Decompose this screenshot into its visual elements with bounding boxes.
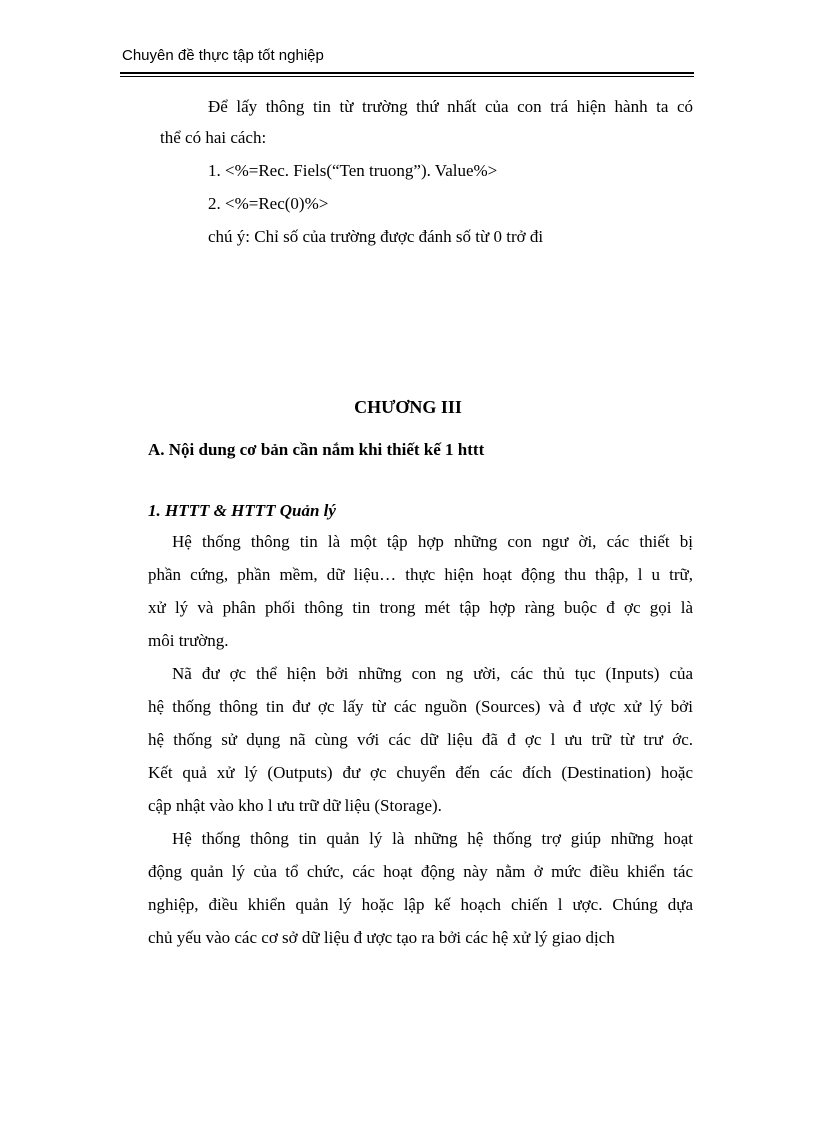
list-item-1: 1. <%=Rec. Fiels(“Ten truong”). Value%> (208, 161, 498, 180)
section-a-heading: A. Nội dung cơ bản cần nắm khi thiết kế 1 httt (148, 440, 485, 459)
paragraph-1-line-2: phần cứng, phần mềm, dữ liệu… thực hiện hoạt động thu thập, l u trữ, (148, 565, 693, 584)
paragraph-2-line-1: Nã đư ợc thể hiện bởi những con ng ười, các thủ tục (Inputs) của (172, 664, 693, 683)
paragraph-2-line-2: hệ thống thông tin đư ợc lấy từ các nguồn (Sources) và đ ược xử lý bởi (148, 697, 693, 716)
header-rule-thin (120, 76, 694, 77)
paragraph-3-line-1: Hệ thống thông tin quản lý là những hệ thống trợ giúp những hoạt (172, 829, 693, 848)
header-rule-thick (120, 72, 694, 74)
running-header: Chuyên đề thực tập tốt nghiệp (122, 47, 324, 64)
paragraph-1-line-3: xử lý và phân phối thông tin trong mét tập hợp ràng buộc đ ợc gọi là (148, 598, 693, 617)
intro-line-2: thể có hai cách: (160, 128, 267, 147)
paragraph-2-line-5: cập nhật vào kho l ưu trữ dữ liệu (Storage). (148, 796, 442, 815)
paragraph-3-line-3: nghiệp, điều khiển quản lý hoặc lập kế hoạch chiến l ược. Chúng dựa (148, 895, 693, 914)
paragraph-1-line-1: Hệ thống thông tin là một tập hợp những con ngư ời, các thiết bị (172, 532, 693, 551)
paragraph-3-line-4: chủ yếu vào các cơ sở dữ liệu đ ược tạo ra bởi các hệ xử lý giao dịch (148, 928, 615, 947)
note-line: chú ý: Chỉ số của trường được đánh số từ 0 trở đi (208, 227, 544, 246)
section-1-heading: 1. HTTT & HTTT Quản lý (148, 501, 336, 520)
paragraph-2-line-3: hệ thống sử dụng nã cùng với các dữ liệu đã đ ợc l ưu trữ từ trư ớc. (148, 730, 693, 749)
paragraph-1-line-4: môi trường. (148, 631, 229, 650)
chapter-title: CHƯƠNG III (354, 397, 462, 417)
paragraph-3-line-2: động quản lý của tổ chức, các hoạt động này nằm ở mức điều khiển tác (148, 862, 693, 881)
intro-line-1: Để lấy thông tin từ trường thứ nhất của con trá hiện hành ta có (208, 97, 693, 116)
paragraph-2-line-4: Kết quả xử lý (Outputs) đư ợc chuyển đến các đích (Destination) hoặc (148, 763, 693, 782)
list-item-2: 2. <%=Rec(0)%> (208, 194, 329, 213)
